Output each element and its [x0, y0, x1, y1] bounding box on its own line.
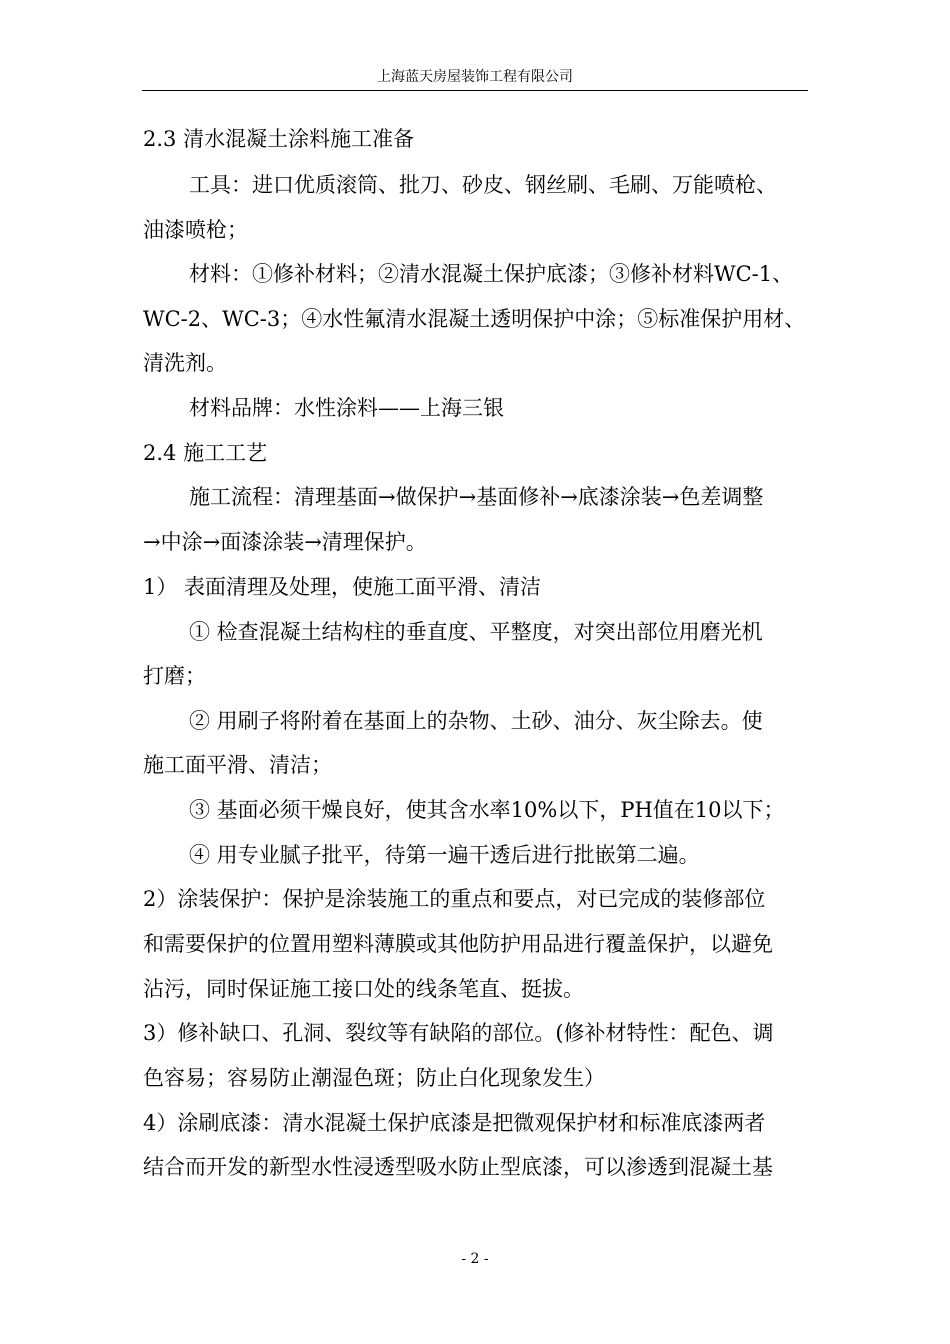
company-name: 上海蓝天房屋装饰工程有限公司 — [377, 69, 573, 85]
paragraph-line: 清洗剂。 — [143, 351, 227, 375]
paragraph-line: 打磨； — [143, 664, 206, 688]
page-footer — [0, 1250, 950, 1268]
list-item: ① 检查混凝土结构柱的垂直度、平整度，对突出部位用磨光机 — [189, 620, 763, 644]
paragraph-line: 施工面平滑、清洁； — [143, 753, 332, 777]
list-item-heading: 1） 表面清理及处理，使施工面平滑、清洁 — [143, 575, 542, 599]
page-header — [142, 68, 808, 91]
list-item-heading: 3）修补缺口、孔洞、裂纹等有缺陷的部位。(修补材特性：配色、调 — [143, 1021, 774, 1045]
paragraph-line: 油漆喷枪； — [143, 218, 248, 242]
list-item: ③ 基面必须干燥良好，使其含水率10%以下，PH值在10以下； — [189, 798, 785, 822]
paragraph-line: 施工流程：清理基面→做保护→基面修补→底漆涂装→色差调整 — [189, 485, 764, 509]
list-item-heading: 2）涂装保护：保护是涂装施工的重点和要点，对已完成的装修部位 — [143, 887, 766, 911]
paragraph-line: 材料：①修补材料；②清水混凝土保护底漆；③修补材料WC-1、 — [189, 262, 794, 286]
page-number: - 2 - — [461, 1251, 489, 1267]
paragraph-line: 沾污，同时保证施工接口处的线条笔直、挺拔。 — [143, 977, 584, 1001]
section-heading-2-4: 2.4 施工工艺 — [143, 441, 268, 465]
paragraph-line: 工具：进口优质滚筒、批刀、砂皮、钢丝刷、毛刷、万能喷枪、 — [189, 173, 777, 197]
paragraph-line: 和需要保护的位置用塑料薄膜或其他防护用品进行覆盖保护，以避免 — [143, 932, 773, 956]
paragraph-line: 色容易；容易防止潮湿色斑；防止白化现象发生） — [143, 1066, 605, 1090]
paragraph-line: 材料品牌：水性涂料——上海三银 — [189, 396, 504, 420]
paragraph-line: 结合而开发的新型水性浸透型吸水防止型底漆，可以渗透到混凝土基 — [143, 1155, 773, 1179]
list-item-heading: 4）涂刷底漆：清水混凝土保护底漆是把微观保护材和标准底漆两者 — [143, 1111, 766, 1135]
paragraph-line: →中涂→面漆涂装→清理保护。 — [143, 530, 427, 554]
list-item: ② 用刷子将附着在基面上的杂物、土砂、油分、灰尘除去。使 — [189, 709, 763, 733]
section-heading-2-3: 2.3 清水混凝土涂料施工准备 — [143, 127, 415, 151]
paragraph-line: WC-2、WC-3；④水性氟清水混凝土透明保护中涂；⑤标准保护用材、 — [143, 307, 806, 331]
list-item: ④ 用专业腻子批平，待第一遍干透后进行批嵌第二遍。 — [189, 843, 700, 867]
